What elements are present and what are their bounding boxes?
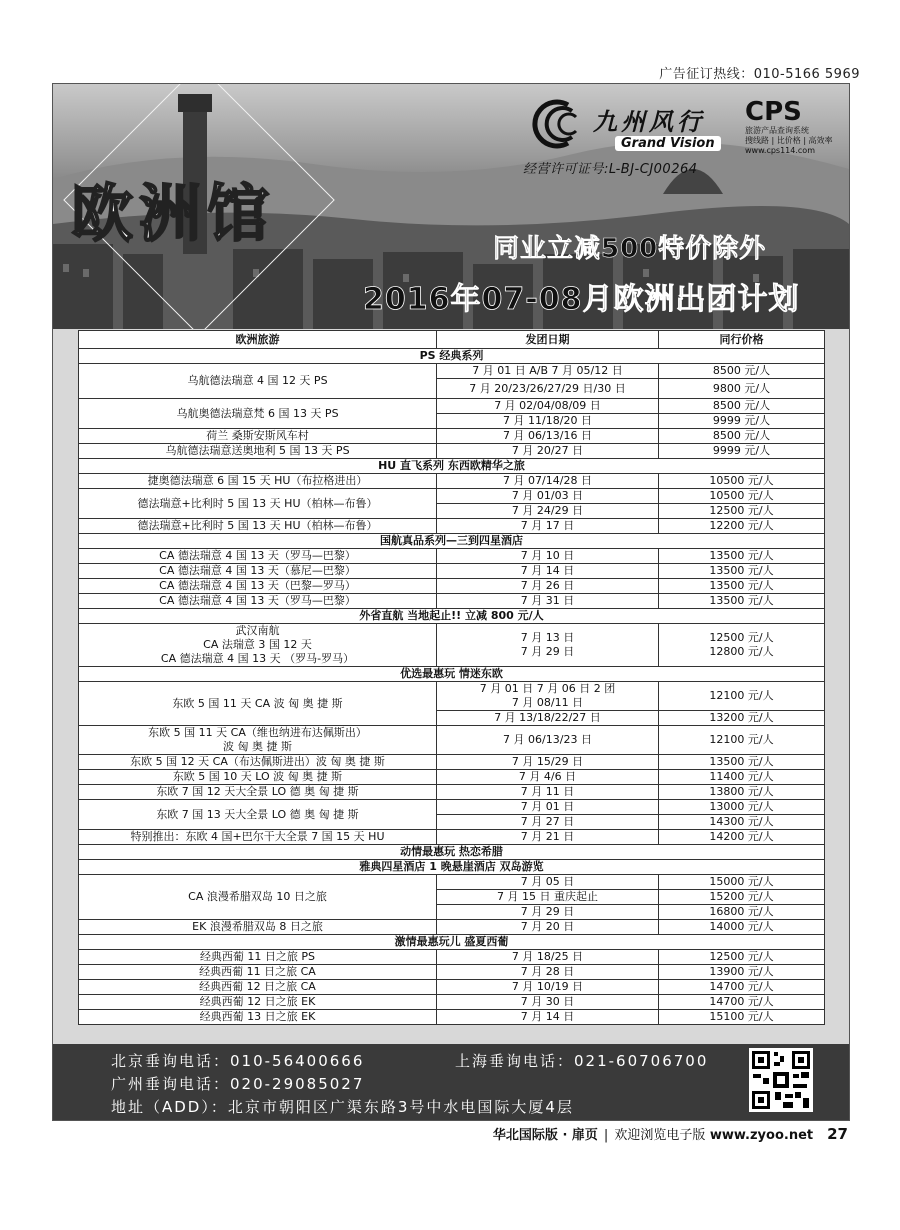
price-cell: 14700 元/人 — [659, 995, 825, 1010]
table-row — [79, 594, 825, 609]
price-cell: 13200 元/人 — [659, 711, 825, 726]
route-cell: CA 德法瑞意 4 国 13 天（巴黎—罗马） — [79, 579, 437, 594]
table-row — [79, 444, 825, 459]
cps-name: CPS — [745, 97, 802, 127]
date-cell: 7 月 01/03 日 — [437, 489, 659, 504]
price-cell: 10500 元/人 — [659, 489, 825, 504]
route-cell: 经典西葡 11 日之旅 PS — [79, 950, 437, 965]
date-cell: 7 月 14 日 — [437, 564, 659, 579]
price-cell: 12500 元/人 — [659, 504, 825, 519]
section-header-row — [79, 935, 825, 950]
route-cell: 东欧 7 国 13 天大全景 LO 德 奥 匈 捷 斯 — [79, 800, 437, 830]
route-cell: 经典西葡 12 日之旅 EK — [79, 995, 437, 1010]
column-header-route: 欧洲旅游 — [79, 331, 437, 349]
route-cell: EK 浪漫希腊双岛 8 日之旅 — [79, 920, 437, 935]
price-cell: 12100 元/人 — [659, 726, 825, 755]
license-number: 经营许可证号:L-BJ-CJ00264 — [523, 162, 698, 177]
date-cell: 7 月 10 日 — [437, 549, 659, 564]
route-cell: 东欧 5 国 12 天 CA（布达佩斯进出）波 匈 奥 捷 斯 — [79, 755, 437, 770]
section-title: 激情最惠玩儿 盛夏西葡 — [79, 935, 825, 950]
table-row — [79, 980, 825, 995]
section-title: 动情最惠玩 热恋希腊 — [79, 845, 825, 860]
price-cell: 13500 元/人 — [659, 579, 825, 594]
table-row — [79, 875, 825, 890]
cps-tagline: 旅游产品查询系统 — [745, 126, 809, 135]
date-cell: 7 月 10/19 日 — [437, 980, 659, 995]
date-cell: 7 月 07/14/28 日 — [437, 474, 659, 489]
page-number: 27 — [827, 1125, 848, 1143]
date-cell-line: 7 月 29 日 — [520, 645, 575, 658]
qr-code-icon — [749, 1048, 813, 1112]
price-cell: 13500 元/人 — [659, 594, 825, 609]
route-cell: 乌航德法瑞意送奥地利 5 国 13 天 PS — [79, 444, 437, 459]
table-row — [79, 579, 825, 594]
table-row — [79, 489, 825, 504]
route-cell: CA 德法瑞意 4 国 13 天（罗马—巴黎） — [79, 549, 437, 564]
section-header-row — [79, 860, 825, 875]
date-cell: 7 月 31 日 — [437, 594, 659, 609]
date-cell-line: 7 月 01 日 7 月 06 日 2 团 — [479, 682, 616, 695]
table-row — [79, 399, 825, 414]
route-cell-line: CA 法瑞意 3 国 12 天 — [203, 638, 312, 651]
route-cell: 德法瑞意+比利时 5 国 13 天 HU（柏林—布鲁） — [79, 489, 437, 519]
table-row — [79, 995, 825, 1010]
table-row — [79, 800, 825, 815]
table-row — [79, 549, 825, 564]
brand-name-cn: 九州风行 — [593, 108, 705, 136]
price-cell: 9800 元/人 — [659, 379, 825, 399]
route-cell: 特别推出：东欧 4 国+巴尔干大全景 7 国 15 天 HU — [79, 830, 437, 845]
section-header-row — [79, 845, 825, 860]
price-cell: 13500 元/人 — [659, 755, 825, 770]
table-row — [79, 950, 825, 965]
date-cell: 7 月 15 日 重庆起止 — [437, 890, 659, 905]
price-cell: 8500 元/人 — [659, 399, 825, 414]
route-cell: 德法瑞意+比利时 5 国 13 天 HU（柏林—布鲁） — [79, 519, 437, 534]
price-cell: 11400 元/人 — [659, 770, 825, 785]
price-cell: 9999 元/人 — [659, 444, 825, 459]
date-cell-line: 7 月 08/11 日 — [511, 696, 584, 709]
route-cell-line: 东欧 5 国 11 天 CA（维也纳进布达佩斯出） — [148, 726, 367, 739]
section-header-row — [79, 609, 825, 624]
hero-banner — [53, 84, 849, 329]
date-cell: 7 月 01 日 — [437, 800, 659, 815]
route-cell-line: CA 德法瑞意 4 国 13 天 （罗马-罗马） — [160, 652, 355, 665]
table-row — [79, 1010, 825, 1025]
price-cell: 14000 元/人 — [659, 920, 825, 935]
advert-frame — [52, 83, 850, 1121]
price-cell: 13500 元/人 — [659, 564, 825, 579]
table-header-row — [79, 331, 825, 349]
price-cell: 16800 元/人 — [659, 905, 825, 920]
table-row — [79, 564, 825, 579]
date-cell: 7 月 20/27 日 — [437, 444, 659, 459]
section-header-row — [79, 667, 825, 682]
price-cell: 12500 元/人 — [659, 950, 825, 965]
date-cell: 7 月 11/18/20 日 — [437, 414, 659, 429]
date-cell: 7 月 29 日 — [437, 905, 659, 920]
route-cell — [79, 726, 437, 755]
section-header-row — [79, 534, 825, 549]
promo-headline: 同业立减500特价除外 — [493, 234, 767, 264]
price-cell: 9999 元/人 — [659, 414, 825, 429]
office-address: 地址（ADD）：北京市朝阳区广渠东路3号中水电国际大厦4层 — [111, 1098, 574, 1116]
route-cell: CA 德法瑞意 4 国 13 天（罗马—巴黎） — [79, 594, 437, 609]
table-row — [79, 965, 825, 980]
price-cell: 12100 元/人 — [659, 682, 825, 711]
route-cell: 东欧 7 国 12 天大全景 LO 德 奥 匈 捷 斯 — [79, 785, 437, 800]
edition-label: 华北国际版 · 扉页 — [492, 1128, 598, 1143]
table-row — [79, 429, 825, 444]
table-row — [79, 830, 825, 845]
price-cell: 13500 元/人 — [659, 549, 825, 564]
section-title: 雅典四星酒店 1 晚悬崖酒店 双岛游览 — [79, 860, 825, 875]
ad-hotline: 广告征订热线：010-5166 5969 — [659, 67, 860, 82]
date-cell: 7 月 24/29 日 — [437, 504, 659, 519]
section-title: 外省直航 当地起止!! 立减 800 元/人 — [79, 609, 825, 624]
section-title: 国航真品系列—三到四星酒店 — [79, 534, 825, 549]
price-cell-line: 12800 元/人 — [709, 645, 774, 658]
beijing-phone: 北京垂询电话：010-56400666 — [111, 1052, 365, 1070]
price-cell: 13900 元/人 — [659, 965, 825, 980]
website-link[interactable]: www.zyoo.net — [709, 1128, 814, 1143]
date-cell: 7 月 17 日 — [437, 519, 659, 534]
guangzhou-phone: 广州垂询电话：020-29085027 — [111, 1075, 365, 1093]
table-row — [79, 519, 825, 534]
route-cell: CA 浪漫希腊双岛 10 日之旅 — [79, 875, 437, 920]
route-cell — [79, 624, 437, 667]
page-footer: 华北国际版 · 扉页 | 欢迎浏览电子版 www.zyoo.net 27 — [492, 1125, 848, 1143]
table-row — [79, 364, 825, 379]
contact-footer — [53, 1044, 849, 1120]
date-cell: 7 月 4/6 日 — [437, 770, 659, 785]
cps-features: 搜线路 | 比价格 | 高效率 — [745, 136, 833, 145]
price-cell: 15100 元/人 — [659, 1010, 825, 1025]
price-cell: 15000 元/人 — [659, 875, 825, 890]
date-cell: 7 月 27 日 — [437, 815, 659, 830]
price-cell: 14700 元/人 — [659, 980, 825, 995]
date-cell: 7 月 02/04/08/09 日 — [437, 399, 659, 414]
price-cell — [659, 624, 825, 667]
date-cell: 7 月 28 日 — [437, 965, 659, 980]
price-cell: 13000 元/人 — [659, 800, 825, 815]
date-cell — [437, 682, 659, 711]
date-cell: 7 月 15/29 日 — [437, 755, 659, 770]
date-cell — [437, 624, 659, 667]
price-cell: 14200 元/人 — [659, 830, 825, 845]
route-cell-line: 武汉南航 — [235, 624, 280, 637]
date-cell: 7 月 11 日 — [437, 785, 659, 800]
route-cell: CA 德法瑞意 4 国 13 天（慕尼—巴黎） — [79, 564, 437, 579]
date-cell-line: 7 月 13 日 — [520, 631, 575, 644]
table-row — [79, 726, 825, 755]
table-body — [79, 349, 825, 1025]
route-cell: 荷兰 桑斯安斯风车村 — [79, 429, 437, 444]
date-cell: 7 月 20/23/26/27/29 日/30 日 — [437, 379, 659, 399]
table-row — [79, 755, 825, 770]
price-cell-line: 12500 元/人 — [709, 631, 774, 644]
price-cell: 8500 元/人 — [659, 364, 825, 379]
route-cell: 东欧 5 国 11 天 CA 波 匈 奥 捷 斯 — [79, 682, 437, 726]
table-row — [79, 624, 825, 667]
column-header-date: 发团日期 — [437, 331, 659, 349]
price-cell: 13800 元/人 — [659, 785, 825, 800]
route-cell: 乌航德法瑞意 4 国 12 天 PS — [79, 364, 437, 399]
route-cell: 经典西葡 11 日之旅 CA — [79, 965, 437, 980]
section-header-row — [79, 349, 825, 364]
section-header-row — [79, 459, 825, 474]
date-cell: 7 月 18/25 日 — [437, 950, 659, 965]
date-cell: 7 月 14 日 — [437, 1010, 659, 1025]
table-row — [79, 785, 825, 800]
table-row — [79, 474, 825, 489]
date-cell: 7 月 21 日 — [437, 830, 659, 845]
price-cell: 14300 元/人 — [659, 815, 825, 830]
date-cell: 7 月 30 日 — [437, 995, 659, 1010]
date-cell: 7 月 06/13/23 日 — [437, 726, 659, 755]
brand-name-en: Grand Vision — [615, 136, 721, 151]
date-cell: 7 月 20 日 — [437, 920, 659, 935]
brand-swirl-icon — [528, 99, 590, 149]
date-cell: 7 月 01 日 A/B 7 月 05/12 日 — [437, 364, 659, 379]
route-cell-line: 波 匈 奥 捷 斯 — [223, 740, 292, 753]
route-cell: 捷奥德法瑞意 6 国 15 天 HU（布拉格进出） — [79, 474, 437, 489]
route-cell: 乌航奥德法瑞意梵 6 国 13 天 PS — [79, 399, 437, 429]
section-title: 优选最惠玩 情迷东欧 — [79, 667, 825, 682]
tour-schedule-table-wrap — [78, 330, 824, 1025]
route-cell: 东欧 5 国 10 天 LO 波 匈 奥 捷 斯 — [79, 770, 437, 785]
table-row — [79, 682, 825, 711]
cps-website: www.cps114.com — [745, 146, 815, 155]
price-cell: 12200 元/人 — [659, 519, 825, 534]
plan-title: 2016年07-08月欧洲出团计划 — [363, 282, 800, 317]
date-cell: 7 月 13/18/22/27 日 — [437, 711, 659, 726]
price-cell: 15200 元/人 — [659, 890, 825, 905]
route-cell: 经典西葡 13 日之旅 EK — [79, 1010, 437, 1025]
cps-logo — [745, 98, 835, 156]
tour-schedule-table — [78, 330, 825, 1025]
date-cell: 7 月 26 日 — [437, 579, 659, 594]
welcome-text: 欢迎浏览电子版 — [614, 1128, 706, 1143]
price-cell: 8500 元/人 — [659, 429, 825, 444]
section-title: HU 直飞系列 东西欧精华之旅 — [79, 459, 825, 474]
date-cell: 7 月 06/13/16 日 — [437, 429, 659, 444]
table-row — [79, 920, 825, 935]
price-cell: 10500 元/人 — [659, 474, 825, 489]
shanghai-phone: 上海垂询电话：021-60706700 — [455, 1052, 709, 1070]
table-row — [79, 770, 825, 785]
europe-hall-title: 欧洲馆 — [71, 177, 276, 250]
route-cell: 经典西葡 12 日之旅 CA — [79, 980, 437, 995]
date-cell: 7 月 05 日 — [437, 875, 659, 890]
column-header-price: 同行价格 — [659, 331, 825, 349]
section-title: PS 经典系列 — [79, 349, 825, 364]
